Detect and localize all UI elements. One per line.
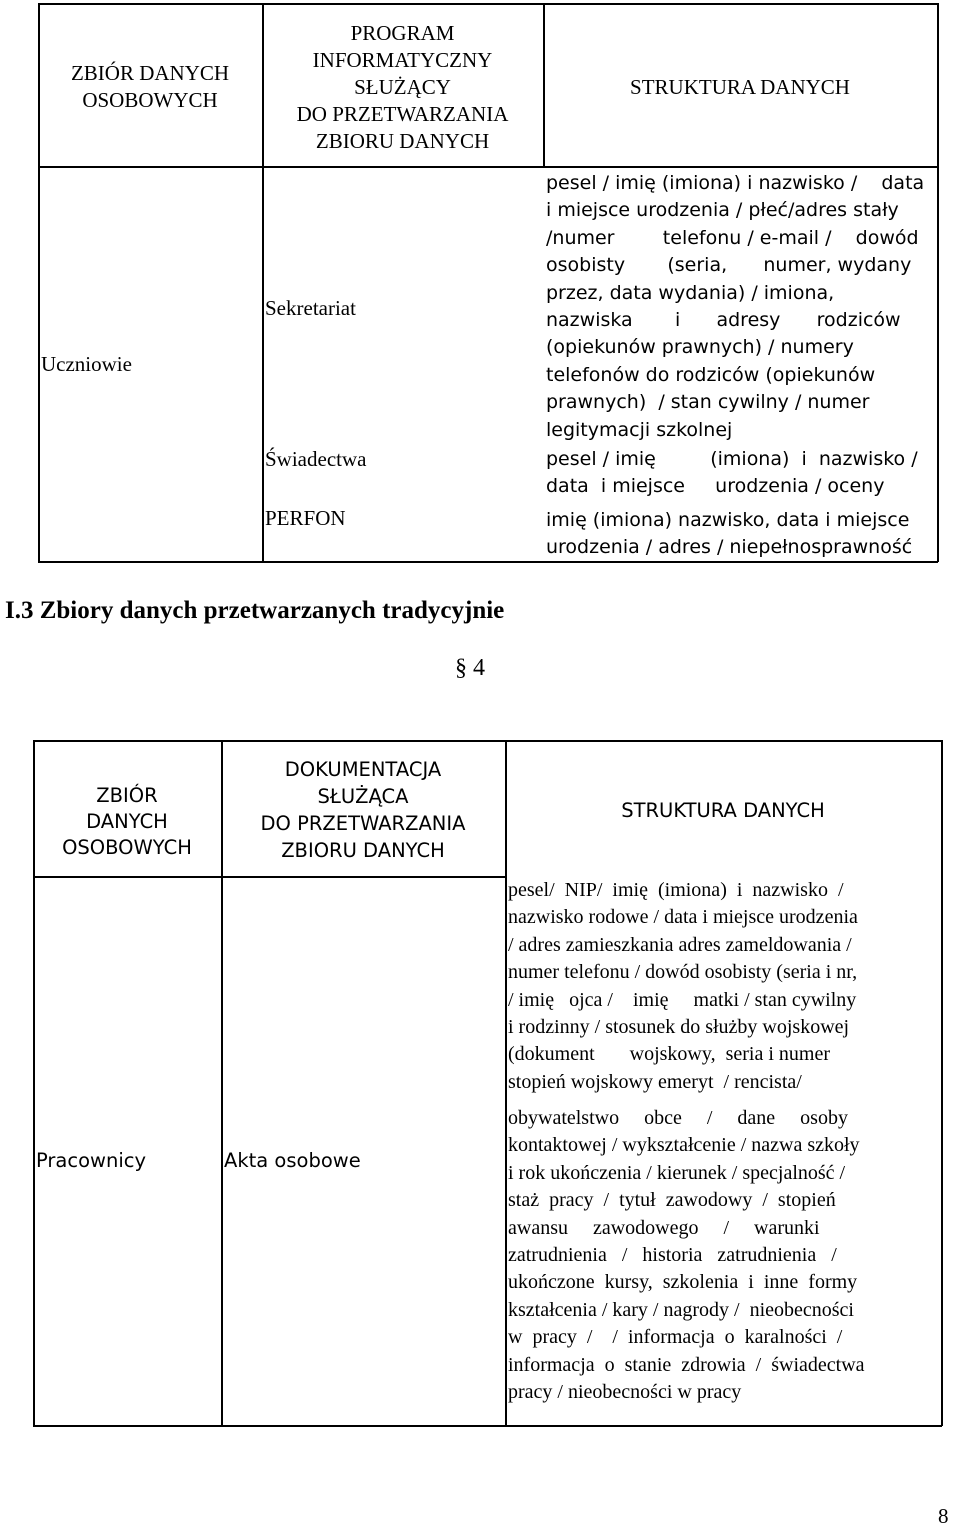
structure-perfon (546, 507, 926, 562)
table-2-header-structure (505, 797, 941, 824)
header-line: DANYCH (86, 810, 168, 833)
structure-line: / adres zamieszkania adres zameldowania / (508, 933, 852, 956)
table-1-top-border (38, 3, 938, 5)
table-2-right-border (941, 740, 943, 1426)
header-line: DO PRZETWARZANIA (260, 812, 466, 835)
structure-line: pesel / imię (imiona) i nazwisko / data (546, 172, 925, 194)
header-line: DOKUMENTACJA (284, 758, 442, 781)
table-2-header-documentation (221, 756, 505, 864)
structure-line: (dokument wojskowy, seria i numer (508, 1043, 830, 1066)
table-2-bottom-border (33, 1425, 942, 1427)
structure-line: nazwiska i adresy rodziców (546, 309, 901, 332)
structure-line: osobisty (seria, numer, wydany (546, 254, 912, 277)
structure-line: legitymacji szkolnej (546, 418, 733, 441)
header-line: ZBIORU DANYCH (281, 839, 445, 862)
structure-pracownicy-continued (508, 1105, 933, 1406)
structure-line: i miejsce urodzenia / płeć/adres stały (546, 199, 899, 222)
structure-line: prawnych) / stan cywilny / numer (546, 391, 870, 414)
header-line: OSOBOWYCH (62, 836, 192, 859)
structure-line: / imię ojca / imię matki / stan cywilny (508, 988, 857, 1011)
table-2-header-divider-1 (33, 876, 221, 878)
structure-line: obywatelstwo obce / dane osoby (508, 1107, 848, 1129)
structure-line: informacja o stanie zdrowia / świadectwa (508, 1353, 865, 1376)
structure-line: stopień wojskowy emeryt / rencista/ (508, 1070, 802, 1093)
program-sekretariat: Sekretariat (265, 296, 356, 320)
structure-line: pracy / nieobecności w pracy (508, 1381, 742, 1404)
structure-line: awansu zawodowego / warunki (508, 1216, 820, 1239)
documentation-akta-osobowe: Akta osobowe (224, 1149, 361, 1172)
table-1-header-structure (543, 74, 937, 101)
structure-swiadectwa (546, 446, 926, 501)
program-perfon: PERFON (265, 506, 346, 530)
structure-line: i rodzinny / stosunek do służby wojskowej (508, 1016, 850, 1039)
structure-line: urodzenia / adres / niepełnosprawność (546, 536, 913, 559)
structure-line: pesel / imię (imiona) i nazwisko / (546, 448, 918, 470)
header-line: SŁUŻĄCY (354, 75, 451, 99)
table-1-right-border (937, 3, 939, 562)
group-label-uczniowie: Uczniowie (41, 352, 132, 376)
header-line: STRUKTURA DANYCH (621, 799, 825, 822)
table-1-header-divider (38, 166, 938, 168)
structure-line: nazwisko rodowe / data i miejsce urodzenia (508, 906, 858, 929)
structure-line: imię (imiona) nazwisko, data i miejsce (546, 509, 910, 531)
header-line: INFORMATYCZNY (312, 48, 493, 72)
header-line: OSOBOWYCH (82, 88, 218, 112)
header-line: DO PRZETWARZANIA (296, 102, 509, 126)
structure-pracownicy (508, 877, 933, 1096)
structure-line: telefonów do rodziców (opiekunów (546, 363, 876, 386)
structure-line: kontaktowej / wykształcenie / nazwa szkoły (508, 1134, 860, 1157)
structure-line: przez, data wydania) / imiona, (546, 281, 835, 304)
structure-line: numer telefonu / dowód osobisty (seria i nr, (508, 961, 858, 984)
table-1-header-set (38, 60, 262, 114)
header-line: STRUKTURA DANYCH (630, 75, 850, 99)
structure-line: data i miejsce urodzenia / oceny (546, 475, 885, 498)
set-pracownicy: Pracownicy (36, 1149, 147, 1172)
header-line: ZBIÓR DANYCH (70, 61, 230, 85)
table-2-header-set (33, 783, 221, 861)
structure-line: /numer telefonu / e-mail / dowód (546, 226, 919, 249)
structure-line: kształcenia / kary / nagrody / nieobecności (508, 1298, 854, 1321)
structure-line: zatrudnienia / historia zatrudnienia / (508, 1244, 837, 1267)
table-2-col-divider-2 (505, 740, 507, 1426)
program-swiadectwa: Świadectwa (265, 447, 367, 471)
structure-line: i rok ukończenia / kierunek / specjalność / (508, 1161, 846, 1184)
header-line: PROGRAM (350, 21, 455, 45)
table-1-header-program (262, 20, 543, 155)
table-2-header-divider-2 (221, 876, 505, 878)
structure-line: (opiekunów prawnych) / numery (546, 336, 854, 359)
structure-line: w pracy / / informacja o karalności / (508, 1326, 843, 1349)
table-2-top-border (33, 740, 942, 742)
structure-line: staż pracy / tytuł zawodowy / stopień (508, 1189, 836, 1212)
section-heading: I.3 Zbiory danych przetwarzanych tradycyjnie (5, 597, 505, 624)
structure-line: pesel/ NIP/ imię (imiona) i nazwisko / (508, 879, 844, 901)
paragraph-mark: § 4 (455, 655, 485, 681)
structure-line: ukończone kursy, szkolenia i inne formy (508, 1271, 858, 1294)
structure-sekretariat (546, 170, 926, 444)
header-line: SŁUŻĄCA (317, 785, 409, 808)
page-number: 8 (938, 1504, 949, 1528)
header-line: ZBIÓR (96, 784, 158, 807)
header-line: ZBIORU DANYCH (315, 129, 490, 153)
